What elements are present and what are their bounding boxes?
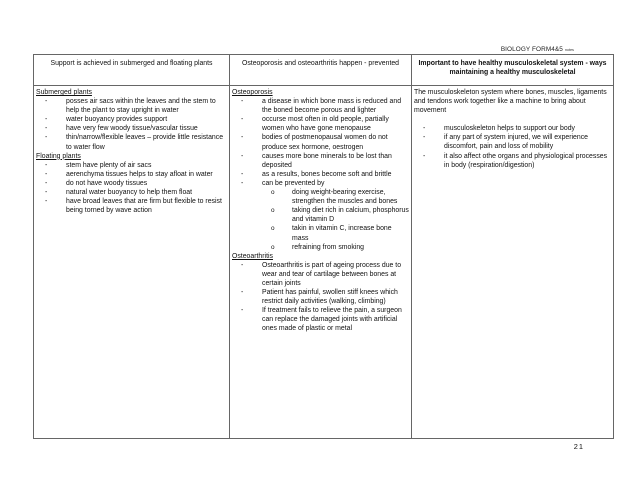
submerged-plants-list [36,97,227,152]
prevention-list [262,188,409,252]
list-item: - as a results, bones become soft and brittle [232,170,409,179]
page-number: 21 [573,442,584,451]
list-item: o taking diet rich in calcium, phosphorus and vitamin D [262,206,409,224]
submerged-plants-heading: Submerged plants [36,89,92,96]
column-header-musculoskeletal: Important to have healthy musculoskeletal system - ways maintaining a healthy musculoskeletal [412,55,614,86]
osteoarthritis-list [232,261,409,334]
table-row [34,86,614,439]
osteoarthritis-heading: Osteoarthritis [232,252,273,260]
list-item: o refraining from smoking [262,243,409,252]
list-item: - Patient has painful, swollen stiff knees which restrict daily activities (walking, climbing) [232,288,409,306]
table-header-row [34,55,614,86]
cell-plants [34,86,230,439]
list-item: - natural water buoyancy to help them float [36,188,227,197]
list-item: o takin in vitamin C, increase bone mass [262,224,409,242]
list-item: - a disease in which bone mass is reduced and the boned become porous and lighter [232,97,409,115]
list-item: - have broad leaves that are firm but flexible to resist being torned by wave action [36,197,227,215]
cell-osteo [230,86,412,439]
list-item: - bodies of postmenopausal women do not produce sex hormone, oestrogen [232,133,409,151]
osteoporosis-list [232,97,409,252]
list-item [232,179,409,252]
list-item: - thin/narrow/flexible leaves – provide little resistance to water flow [36,133,227,151]
column-header-plants: Support is achieved in submerged and floating plants [34,55,230,86]
list-item: - Osteoarthritis is part of ageing process due to wear and tear of cartilage between bones at certain joints [232,261,409,288]
spacer [414,115,611,124]
osteoporosis-heading: Osteoporosis [232,89,273,96]
floating-plants-list [36,161,227,216]
document-header [501,46,574,53]
list-item: - posses air sacs within the leaves and the stem to help the plant to stay upright in water [36,97,227,115]
list-item: - water buoyancy provides support [36,115,227,124]
cell-musculoskeletal [412,86,614,439]
notes-table [33,54,614,439]
list-item: - aerenchyma tissues helps to stay afloat in water [36,170,227,179]
column-header-osteo: Osteoporosis and osteoarthritis happen - prevented [230,55,412,86]
list-item: - it also affect othe organs and physiological processes in body (respiration/digestion) [414,152,611,170]
list-item: - If treatment fails to relieve the pain, a surgeon can replace the damaged joints with artificial ones made of plastic or metal [232,306,409,333]
list-item: - stem have plenty of air sacs [36,161,227,170]
list-item: - causes more bone minerals to be lost than deposited [232,152,409,170]
list-item: - occurse most often in old people, partially women who have gone menopause [232,115,409,133]
list-item: - musculoskeleton helps to support our body [414,124,611,133]
list-item: o doing weight-bearing exercise, strengthen the muscles and bones [262,188,409,206]
list-item: - if any part of system injured, we will experience discomfort, pain and loss of mobility [414,133,611,151]
musculoskeletal-intro: The musculoskeleton system where bones, muscles, ligaments and tendons work together like a machine to bring about movement [414,89,607,115]
header-title: BIOLOGY FORM4&5 [500,46,563,53]
musculoskeletal-list [414,124,611,169]
list-item: - do not have woody tissues [36,179,227,188]
floating-plants-heading: Floating plants [36,152,81,160]
prevention-lead: can be prevented by [262,179,325,187]
header-small-text: notes [564,48,574,52]
list-item: - have very few woody tissue/vascular tissue [36,124,227,133]
